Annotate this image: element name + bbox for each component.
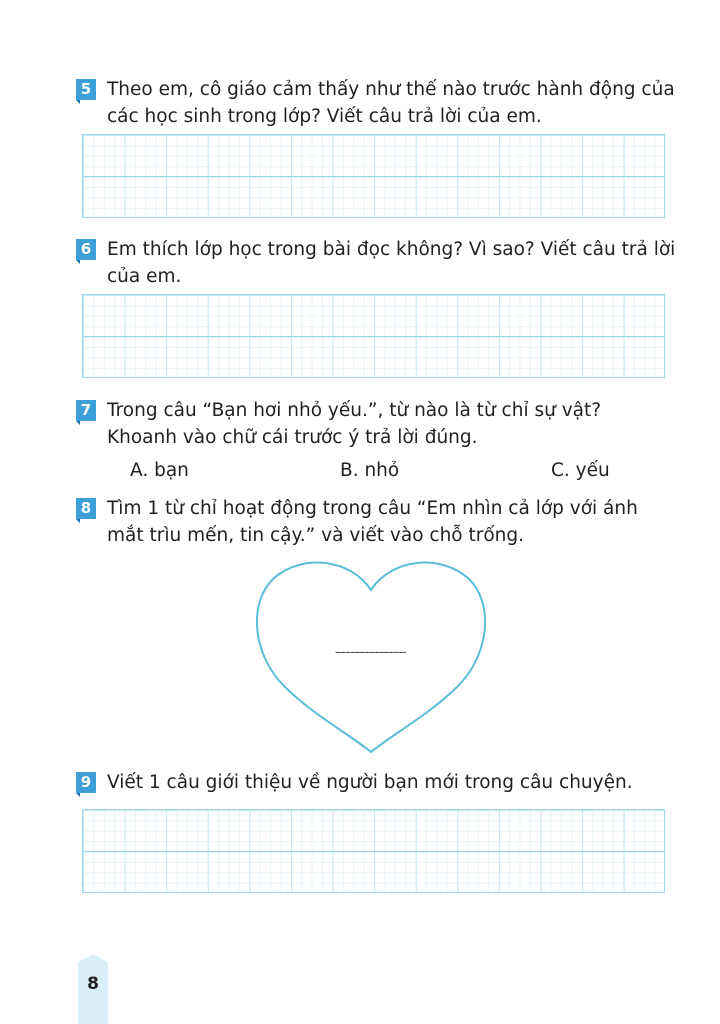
- option-b[interactable]: B. nhỏ: [340, 460, 400, 481]
- question-5: [76, 76, 676, 130]
- question-9: [76, 769, 676, 796]
- option-c[interactable]: C. yếu: [551, 460, 610, 481]
- answer-options: [130, 460, 650, 487]
- option-a[interactable]: A. bạn: [130, 460, 189, 481]
- page-number: 8: [87, 974, 99, 994]
- page-number-tab: [78, 962, 108, 1024]
- question-number-badge: 5: [76, 79, 96, 100]
- question-number-badge: 7: [76, 400, 96, 421]
- question-number-badge: 6: [76, 239, 96, 260]
- question-number-badge: 9: [76, 772, 96, 793]
- heart-outline: [257, 563, 485, 752]
- heart-answer-box[interactable]: [254, 558, 488, 756]
- question-number-badge: 8: [76, 498, 96, 519]
- question-text: Trong câu “Bạn hơi nhỏ yếu.”, từ nào là từ chỉ sự vật? Khoanh vào chữ cái trước ý trả lời đúng.: [107, 400, 602, 448]
- question-text: Em thích lớp học trong bài đọc không? Vì sao? Viết câu trả lời của em.: [107, 239, 676, 287]
- answer-grid-q6[interactable]: [82, 294, 665, 378]
- question-8: [76, 495, 676, 549]
- question-6: [76, 236, 676, 290]
- answer-grid-q9[interactable]: [82, 809, 665, 893]
- answer-grid-q5[interactable]: [82, 134, 665, 218]
- question-text: Tìm 1 từ chỉ hoạt động trong câu “Em nhìn cả lớp với ánh mắt trìu mến, tin cậy.” và viết vào chỗ trống.: [107, 498, 638, 546]
- question-7: [76, 397, 676, 451]
- question-text: Viết 1 câu giới thiệu về người bạn mới trong câu chuyện.: [107, 772, 633, 793]
- heart-blank-line[interactable]: ........................................................: [334, 646, 406, 656]
- question-text: Theo em, cô giáo cảm thấy như thế nào trước hành động của các học sinh trong lớp? Viết câu trả lời của em.: [107, 79, 675, 127]
